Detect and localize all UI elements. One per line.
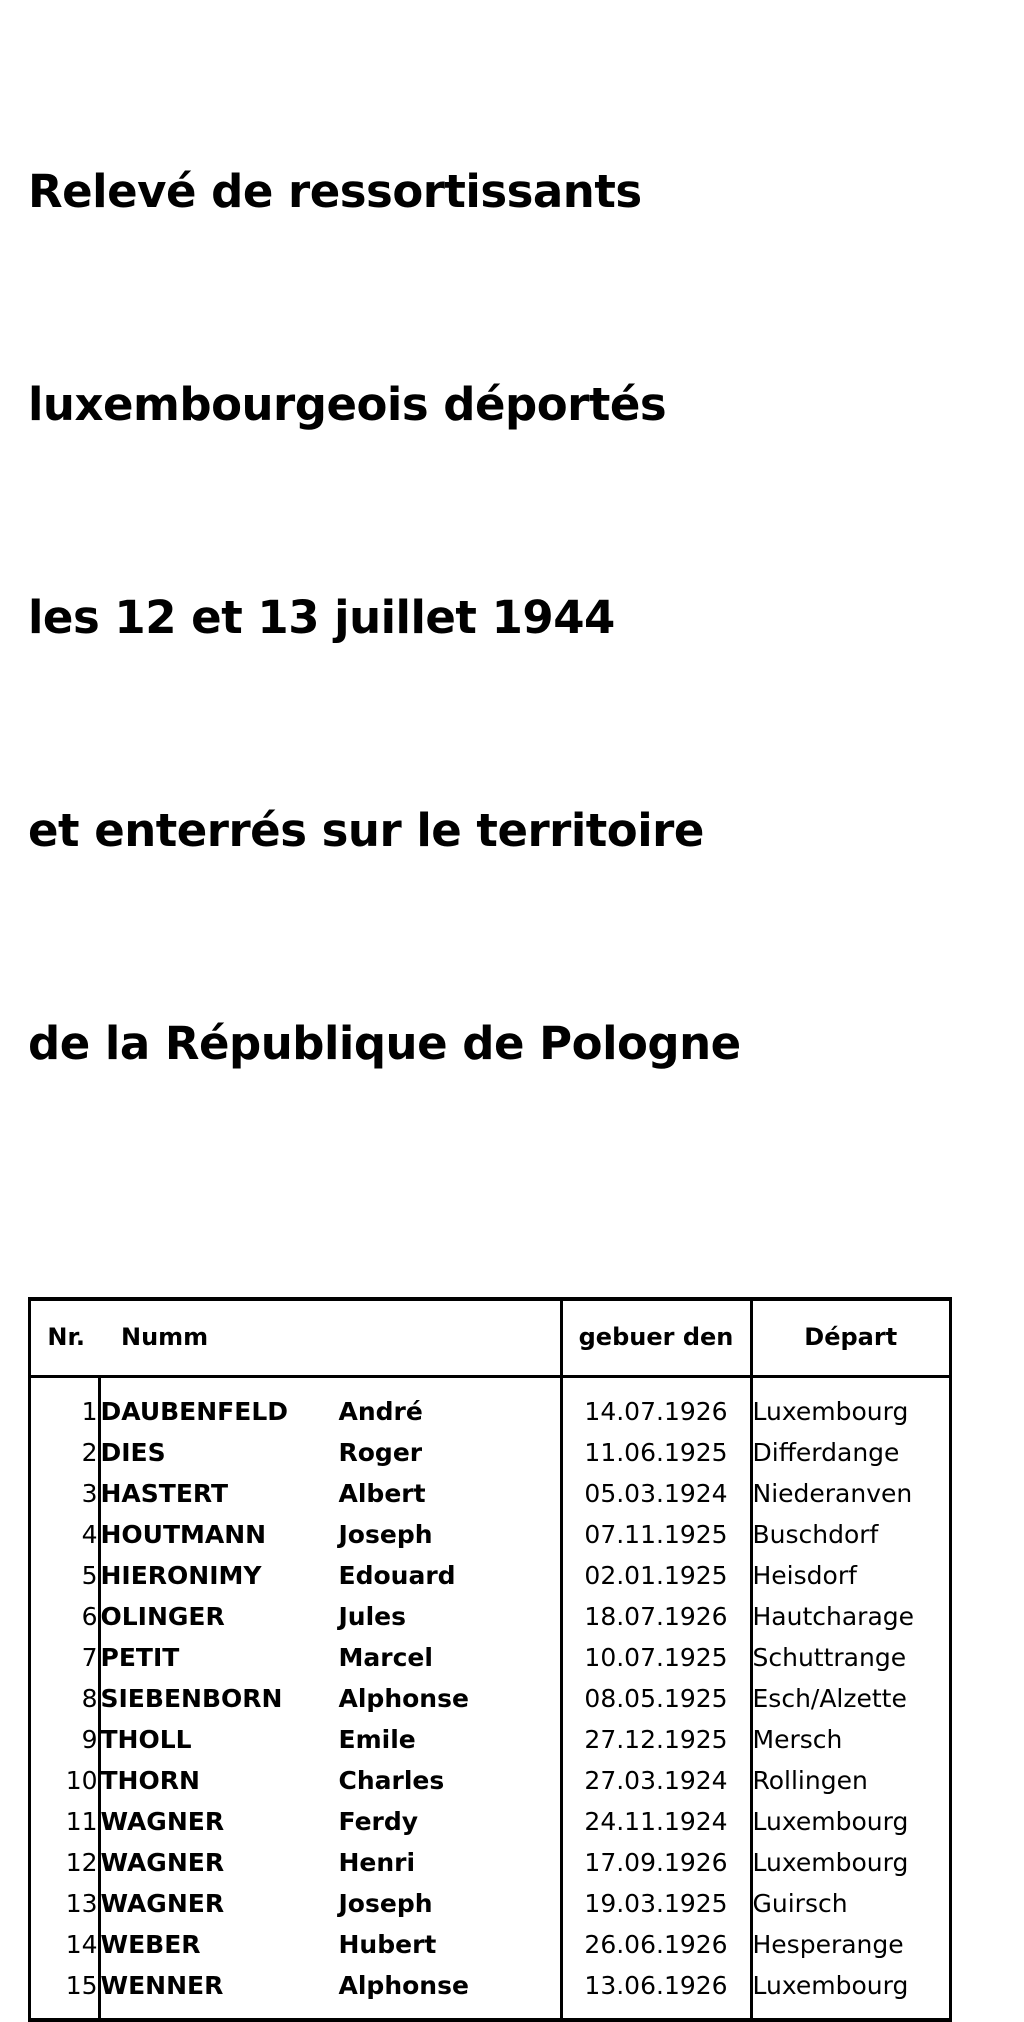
cell-name	[99, 1555, 561, 1596]
cell-surname: WENNER	[100, 1971, 224, 2000]
table-row	[31, 1596, 949, 1637]
cell-birthdate: 10.07.1925	[561, 1637, 751, 1678]
cell-given-name: Marcel	[338, 1643, 433, 1672]
cell-depart: Rollingen	[751, 1760, 949, 1801]
cell-depart: Heisdorf	[751, 1555, 949, 1596]
title-line-1: Relevé de ressortissants	[28, 165, 642, 218]
cell-given-name: Roger	[338, 1438, 423, 1467]
cell-depart: Esch/Alzette	[751, 1678, 949, 1719]
cell-nr: 11	[65, 1807, 98, 1836]
cell-depart: Niederanven	[751, 1473, 949, 1514]
cell-name	[99, 1678, 561, 1719]
cell-surname: DAUBENFELD	[100, 1397, 289, 1426]
table-body	[31, 1377, 949, 2019]
cell-depart: Luxembourg	[751, 1842, 949, 1883]
cell-given-name: Emile	[338, 1725, 416, 1754]
column-header-nr: Nr.	[31, 1301, 99, 1377]
cell-birthdate: 13.06.1926	[561, 1965, 751, 2018]
cell-given-name: Edouard	[338, 1561, 456, 1590]
table-row	[31, 1965, 949, 2018]
cell-depart: Guirsch	[751, 1883, 949, 1924]
cell-nr: 15	[65, 1971, 98, 2000]
cell-surname: OLINGER	[100, 1602, 225, 1631]
table-row	[31, 1473, 949, 1514]
cell-depart: Luxembourg	[751, 1377, 949, 1433]
cell-name	[99, 1924, 561, 1965]
column-header-birthdate: gebuer den	[561, 1301, 751, 1377]
cell-birthdate: 08.05.1925	[561, 1678, 751, 1719]
cell-birthdate: 27.12.1925	[561, 1719, 751, 1760]
cell-birthdate: 19.03.1925	[561, 1883, 751, 1924]
cell-surname: HOUTMANN	[100, 1520, 267, 1549]
cell-given-name: Albert	[338, 1479, 426, 1508]
cell-depart: Schuttrange	[751, 1637, 949, 1678]
table-row	[31, 1377, 949, 1433]
cell-nr: 5	[81, 1561, 98, 1590]
cell-birthdate: 18.07.1926	[561, 1596, 751, 1637]
roster-table-container	[28, 1297, 952, 2022]
cell-given-name: André	[338, 1397, 423, 1426]
cell-surname: WEBER	[100, 1930, 201, 1959]
cell-name	[99, 1842, 561, 1883]
cell-birthdate: 24.11.1924	[561, 1801, 751, 1842]
cell-given-name: Joseph	[338, 1520, 433, 1549]
table-row	[31, 1842, 949, 1883]
table-row	[31, 1514, 949, 1555]
cell-depart: Differdange	[751, 1432, 949, 1473]
cell-name	[99, 1637, 561, 1678]
title-line-3: les 12 et 13 juillet 1944	[28, 591, 615, 644]
cell-name	[99, 1473, 561, 1514]
cell-birthdate: 14.07.1926	[561, 1377, 751, 1433]
cell-given-name: Ferdy	[338, 1807, 419, 1836]
cell-depart: Hautcharage	[751, 1596, 949, 1637]
cell-nr: 2	[81, 1438, 98, 1467]
table-row	[31, 1760, 949, 1801]
cell-name	[99, 1377, 561, 1433]
cell-name	[99, 1432, 561, 1473]
cell-nr: 9	[81, 1725, 98, 1754]
cell-surname: WAGNER	[100, 1807, 225, 1836]
cell-nr: 12	[65, 1848, 98, 1877]
cell-surname: PETIT	[100, 1643, 180, 1672]
cell-name	[99, 1801, 561, 1842]
cell-surname: THORN	[100, 1766, 200, 1795]
table-header-row	[31, 1301, 949, 1377]
cell-nr: 14	[65, 1930, 98, 1959]
cell-given-name: Alphonse	[338, 1684, 469, 1713]
cell-name	[99, 1760, 561, 1801]
table-row	[31, 1719, 949, 1760]
cell-name	[99, 1596, 561, 1637]
cell-given-name: Jules	[338, 1602, 407, 1631]
cell-nr: 6	[81, 1602, 98, 1631]
cell-birthdate: 27.03.1924	[561, 1760, 751, 1801]
cell-surname: HASTERT	[100, 1479, 229, 1508]
cell-birthdate: 26.06.1926	[561, 1924, 751, 1965]
cell-birthdate: 02.01.1925	[561, 1555, 751, 1596]
cell-given-name: Hubert	[338, 1930, 437, 1959]
cell-depart: Buschdorf	[751, 1514, 949, 1555]
cell-given-name: Charles	[338, 1766, 445, 1795]
cell-given-name: Alphonse	[338, 1971, 469, 2000]
cell-nr: 1	[81, 1397, 98, 1426]
cell-name	[99, 1883, 561, 1924]
cell-depart: Luxembourg	[751, 1965, 949, 2018]
cell-depart: Luxembourg	[751, 1801, 949, 1842]
cell-surname: WAGNER	[100, 1889, 225, 1918]
table-row	[31, 1637, 949, 1678]
table-row	[31, 1924, 949, 1965]
column-header-name: Numm	[99, 1301, 561, 1377]
cell-given-name: Joseph	[338, 1889, 433, 1918]
title-line-5: de la République de Pologne	[28, 1017, 741, 1070]
cell-depart: Hesperange	[751, 1924, 949, 1965]
title-line-4: et enterrés sur le territoire	[28, 804, 704, 857]
table-row	[31, 1555, 949, 1596]
cell-nr: 3	[81, 1479, 98, 1508]
cell-given-name: Henri	[338, 1848, 416, 1877]
cell-birthdate: 11.06.1925	[561, 1432, 751, 1473]
cell-birthdate: 17.09.1926	[561, 1842, 751, 1883]
cell-nr: 13	[65, 1889, 98, 1918]
cell-surname: WAGNER	[100, 1848, 225, 1877]
cell-depart: Mersch	[751, 1719, 949, 1760]
cell-birthdate: 07.11.1925	[561, 1514, 751, 1555]
column-header-depart: Départ	[751, 1301, 949, 1377]
cell-name	[99, 1719, 561, 1760]
title-line-2: luxembourgeois déportés	[28, 378, 667, 431]
cell-name	[99, 1965, 561, 2018]
cell-surname: THOLL	[100, 1725, 192, 1754]
cell-surname: DIES	[100, 1438, 166, 1467]
table-row	[31, 1678, 949, 1719]
table-row	[31, 1883, 949, 1924]
cell-nr: 4	[81, 1520, 98, 1549]
cell-nr: 8	[81, 1684, 98, 1713]
table-row	[31, 1432, 949, 1473]
cell-name	[99, 1514, 561, 1555]
table-header	[31, 1301, 949, 1377]
cell-surname: SIEBENBORN	[100, 1684, 283, 1713]
cell-birthdate: 05.03.1924	[561, 1473, 751, 1514]
table-row	[31, 1801, 949, 1842]
cell-surname: HIERONIMY	[100, 1561, 262, 1590]
page-title	[28, 10, 994, 1221]
cell-nr: 7	[81, 1643, 98, 1672]
cell-nr: 10	[65, 1766, 98, 1795]
roster-table	[31, 1301, 949, 2018]
